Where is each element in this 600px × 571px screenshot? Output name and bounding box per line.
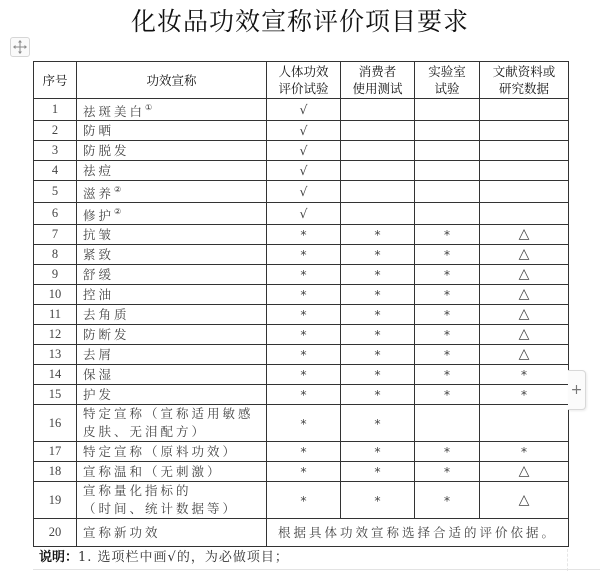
cell-lab — [415, 405, 480, 442]
table-row — [34, 245, 569, 265]
cell-literature — [480, 161, 569, 181]
cell-human: * — [267, 365, 341, 385]
row-claim: 特定宣称（宣称适用敏感皮肤、无泪配方） — [77, 405, 267, 442]
cell-human: * — [267, 345, 341, 365]
cell-consumer — [341, 141, 415, 161]
cell-literature — [480, 99, 569, 121]
row-claim: 抗皱 — [77, 225, 267, 245]
claim-text: 滋养 — [83, 186, 115, 201]
table-row — [34, 141, 569, 161]
footnote-marker: ① — [145, 103, 153, 112]
cell-lab: * — [415, 225, 480, 245]
cell-lab: * — [415, 325, 480, 345]
cell-consumer — [341, 203, 415, 225]
cell-human: * — [267, 405, 341, 442]
row-number: 9 — [34, 265, 77, 285]
row-number: 20 — [34, 519, 77, 547]
table-row — [34, 325, 569, 345]
cell-lab — [415, 121, 480, 141]
row-number: 14 — [34, 365, 77, 385]
cell-literature: △ — [480, 225, 569, 245]
cell-consumer — [341, 121, 415, 141]
row-number: 17 — [34, 442, 77, 462]
table-row — [34, 121, 569, 141]
cell-literature — [480, 203, 569, 225]
row-claim: 紧致 — [77, 245, 267, 265]
efficacy-claim-table — [33, 61, 569, 547]
cell-literature: △ — [480, 482, 569, 519]
cell-lab: * — [415, 442, 480, 462]
row-number: 3 — [34, 141, 77, 161]
table-row — [34, 161, 569, 181]
footnote — [33, 549, 568, 571]
header-consumer-line2: 使用测试 — [352, 81, 403, 96]
cell-human: * — [267, 462, 341, 482]
table-header-row — [34, 62, 569, 99]
row-claim: 宣称温和（无刺激） — [77, 462, 267, 482]
cell-human: √ — [267, 161, 341, 181]
header-human-line1: 人体功效 — [278, 64, 329, 79]
cell-lab: * — [415, 265, 480, 285]
cell-human: * — [267, 305, 341, 325]
cell-human: √ — [267, 99, 341, 121]
row-number: 18 — [34, 462, 77, 482]
footnote-text: 1. 选项栏中画√的，为必做项目； — [78, 550, 289, 565]
header-lab-test — [415, 62, 480, 99]
row-claim: 宣称新功效 — [77, 519, 267, 547]
table-move-handle[interactable] — [10, 37, 30, 57]
cell-literature: △ — [480, 345, 569, 365]
claim-text: 祛斑美白 — [83, 104, 146, 119]
table-row — [34, 519, 569, 547]
move-arrows-icon — [13, 40, 27, 54]
row-claim: 去屑 — [77, 345, 267, 365]
cell-consumer: * — [341, 462, 415, 482]
footnote-marker: ② — [114, 207, 122, 216]
table-row — [34, 285, 569, 305]
cell-human: * — [267, 225, 341, 245]
header-human-test — [267, 62, 341, 99]
cell-lab — [415, 141, 480, 161]
plus-icon: + — [570, 382, 583, 398]
header-consumer-test — [341, 62, 415, 99]
cell-literature: * — [480, 365, 569, 385]
row-number: 7 — [34, 225, 77, 245]
document-title: 化妆品功效宣称评价项目要求 — [130, 7, 469, 36]
cell-literature — [480, 405, 569, 442]
table-row — [34, 181, 569, 203]
row-claim: 防断发 — [77, 325, 267, 345]
cell-literature: * — [480, 442, 569, 462]
row-claim: 去角质 — [77, 305, 267, 325]
merged-evaluation-note: 根据具体功效宣称选择合适的评价依据。 — [267, 519, 569, 547]
cell-human: * — [267, 385, 341, 405]
table-row — [34, 365, 569, 385]
claim-line2: （时间、统计数据等） — [83, 501, 239, 516]
table-row — [34, 385, 569, 405]
row-number: 4 — [34, 161, 77, 181]
cell-lab: * — [415, 305, 480, 325]
cell-consumer: * — [341, 345, 415, 365]
header-human-line2: 评价试验 — [278, 81, 329, 96]
row-number: 15 — [34, 385, 77, 405]
cell-human: * — [267, 482, 341, 519]
row-number: 13 — [34, 345, 77, 365]
row-number: 12 — [34, 325, 77, 345]
cell-consumer: * — [341, 305, 415, 325]
row-number: 8 — [34, 245, 77, 265]
cell-literature: △ — [480, 325, 569, 345]
header-literature-line1: 文献资料或 — [492, 64, 556, 79]
cell-lab — [415, 181, 480, 203]
row-claim: 祛痘 — [77, 161, 267, 181]
cell-literature — [480, 121, 569, 141]
row-claim: 防晒 — [77, 121, 267, 141]
row-claim — [77, 181, 267, 203]
cell-consumer: * — [341, 365, 415, 385]
cell-consumer — [341, 161, 415, 181]
cell-literature: △ — [480, 285, 569, 305]
cell-literature: △ — [480, 265, 569, 285]
cell-lab: * — [415, 385, 480, 405]
cell-literature — [480, 181, 569, 203]
header-literature — [480, 62, 569, 99]
header-index: 序号 — [34, 62, 77, 99]
cell-literature — [480, 141, 569, 161]
table-row — [34, 99, 569, 121]
cell-human: √ — [267, 181, 341, 203]
table-row — [34, 203, 569, 225]
row-claim: 防脱发 — [77, 141, 267, 161]
claim-text: 修护 — [83, 208, 115, 223]
row-claim — [77, 203, 267, 225]
footnote-marker: ② — [114, 185, 122, 194]
header-claim: 功效宣称 — [77, 62, 267, 99]
cell-lab: * — [415, 482, 480, 519]
cell-consumer: * — [341, 245, 415, 265]
row-number: 19 — [34, 482, 77, 519]
table-row — [34, 265, 569, 285]
cell-lab: * — [415, 365, 480, 385]
cell-consumer — [341, 99, 415, 121]
claim-line1: 宣称量化指标的 — [83, 483, 192, 498]
cell-consumer: * — [341, 385, 415, 405]
table-row — [34, 462, 569, 482]
page-divider — [33, 569, 600, 570]
table-row — [34, 225, 569, 245]
table-row — [34, 442, 569, 462]
add-column-button[interactable] — [568, 370, 586, 410]
row-number: 6 — [34, 203, 77, 225]
row-claim: 控油 — [77, 285, 267, 305]
cell-human: * — [267, 265, 341, 285]
row-number: 1 — [34, 99, 77, 121]
cell-literature: △ — [480, 245, 569, 265]
row-claim: 特定宣称（原料功效） — [77, 442, 267, 462]
cell-literature: △ — [480, 305, 569, 325]
header-literature-line2: 研究数据 — [498, 81, 549, 96]
row-claim: 舒缓 — [77, 265, 267, 285]
cell-lab — [415, 203, 480, 225]
cell-consumer: * — [341, 285, 415, 305]
footnote-label: 说明： — [39, 550, 79, 565]
row-claim: 护发 — [77, 385, 267, 405]
cell-human: √ — [267, 203, 341, 225]
table-row — [34, 345, 569, 365]
cell-human: * — [267, 285, 341, 305]
cell-lab: * — [415, 285, 480, 305]
row-number: 10 — [34, 285, 77, 305]
header-lab-line1: 实验室 — [428, 64, 466, 79]
table-row — [34, 405, 569, 442]
table-row — [34, 305, 569, 325]
cell-consumer: * — [341, 325, 415, 345]
header-consumer-line1: 消费者 — [358, 64, 397, 79]
cell-human: * — [267, 325, 341, 345]
cell-consumer — [341, 181, 415, 203]
cell-literature: △ — [480, 462, 569, 482]
cell-lab: * — [415, 462, 480, 482]
header-lab-line2: 试验 — [434, 81, 460, 96]
cell-consumer: * — [341, 482, 415, 519]
cell-consumer: * — [341, 405, 415, 442]
cell-literature: * — [480, 385, 569, 405]
row-claim — [77, 482, 267, 519]
row-number: 2 — [34, 121, 77, 141]
cell-consumer: * — [341, 265, 415, 285]
row-claim — [77, 99, 267, 121]
table-row — [34, 482, 569, 519]
cell-human: * — [267, 442, 341, 462]
cell-consumer: * — [341, 442, 415, 462]
cell-lab: * — [415, 245, 480, 265]
cell-lab — [415, 99, 480, 121]
cell-lab — [415, 161, 480, 181]
cell-human: * — [267, 245, 341, 265]
cell-lab: * — [415, 345, 480, 365]
cell-human: √ — [267, 121, 341, 141]
row-number: 16 — [34, 405, 77, 442]
cell-human: √ — [267, 141, 341, 161]
row-number: 11 — [34, 305, 77, 325]
row-claim: 保湿 — [77, 365, 267, 385]
row-number: 5 — [34, 181, 77, 203]
cell-consumer: * — [341, 225, 415, 245]
